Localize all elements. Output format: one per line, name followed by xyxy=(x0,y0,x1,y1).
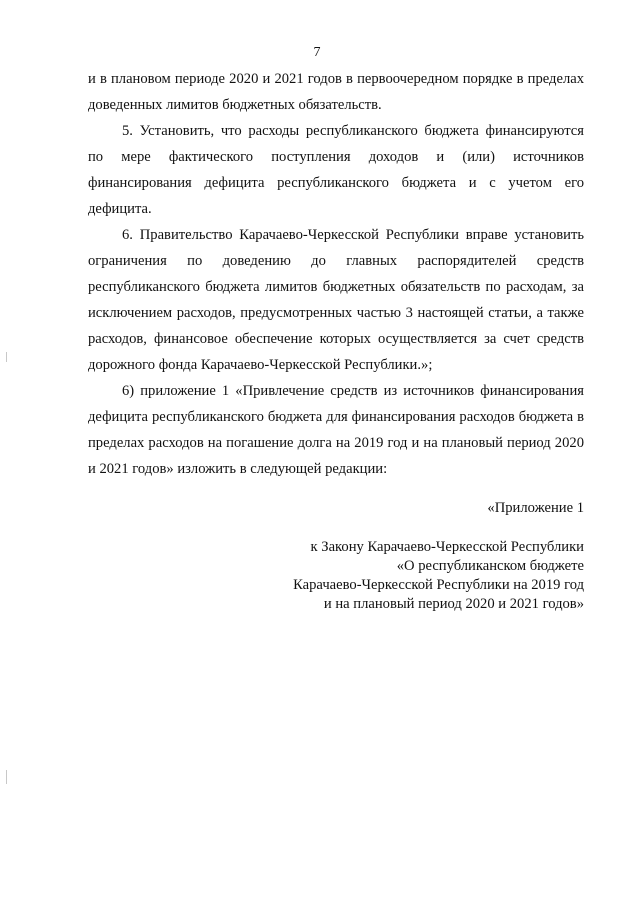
appendix-line: Карачаево-Черкесской Республики на 2019 год xyxy=(293,577,584,593)
appendix-line: к Закону Карачаево-Черкесской Республики xyxy=(310,539,584,555)
appendix-title: «Приложение 1 xyxy=(487,500,584,516)
scan-artifact xyxy=(6,770,7,784)
appendix-line: и на плановый период 2020 и 2021 годов» xyxy=(323,596,584,612)
paragraph-item-6: 6. Правительство Карачаево-Черкесской Республики вправе установить ограничения по доведению до главных распорядителей средств республиканского бюджета лимитов бюджетных обязательств по расходам, за исключением расходов, предусмотренных частью 3 настоящей статьи, а также расходов, финансовое обеспечение которых осуществляется за счет средств дорожного фонда Карачаево-Черкесской Республики.»; xyxy=(88,227,584,373)
body-text xyxy=(88,66,584,482)
paragraph-continuation: и в плановом периоде 2020 и 2021 годов в первоочередном порядке в пределах доведенных лимитов бюджетных обязательств. xyxy=(88,71,584,113)
appendix-line: «О республиканском бюджете xyxy=(396,558,584,574)
page-number: 7 xyxy=(313,45,321,60)
scan-artifact xyxy=(6,352,7,362)
appendix-heading xyxy=(88,538,584,614)
paragraph-subitem-6: 6) приложение 1 «Привлечение средств из источников финансирования дефицита республиканского бюджета для финансирования расходов бюджета в пределах расходов на погашение долга на 2019 год и на плановый период 2020 и 2021 годов» изложить в следующей редакции: xyxy=(88,383,584,477)
paragraph-item-5: 5. Установить, что расходы республиканского бюджета финансируются по мере фактического поступления доходов и (или) источников финансирования дефицита республиканского бюджета и с учетом его дефицита. xyxy=(88,123,584,217)
